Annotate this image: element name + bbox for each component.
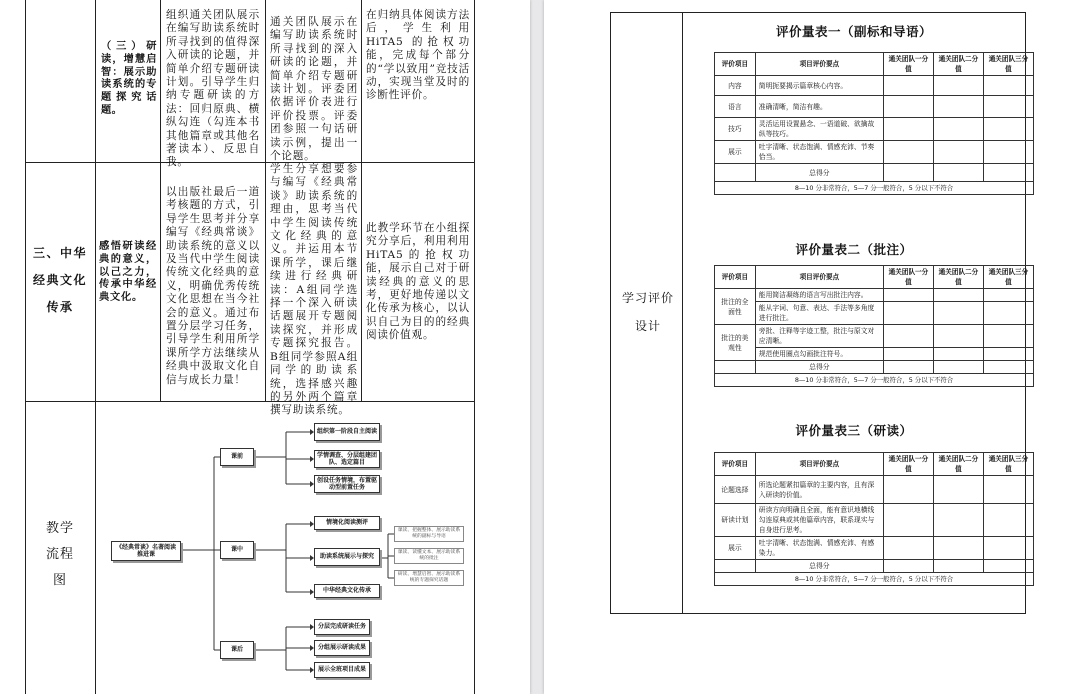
rubric-point: 准确清晰，简洁有趣。 (755, 96, 883, 118)
rubric-header: 评价项目 (715, 53, 756, 76)
section-3-heading: 三、中华经典文化传承 (32, 246, 87, 314)
rubric-header: 通关团队二分值 (933, 53, 983, 76)
assessment-design-label: 学习评价设计 (621, 291, 674, 333)
teacher-activity-1: 组织通关团队展示在编写助读系统时所寻找到的值得深入研读的论题，并简单介绍专题研读计划。引导学生归纳专题研读的方法：回归原典、横纵勾连（勾连本书其他篇章或其他名著读本）、反思自我。 (166, 9, 260, 169)
rubric-header: 通关团队一分值 (883, 453, 933, 476)
rubric-scale: 8—10 分非常符合，5—7 分一般符合，5 分以下不符合 (715, 182, 1034, 195)
score-cell[interactable] (933, 96, 983, 118)
rubric-header: 通关团队二分值 (933, 266, 983, 289)
score-cell[interactable] (983, 76, 1033, 96)
table-divider (361, 0, 362, 401)
rubric-header: 评价项目 (715, 266, 756, 289)
score-cell[interactable] (983, 504, 1033, 537)
flowchart-root: 《经典常谈》名著阅读推进课 (111, 541, 181, 561)
right-document-page (544, 0, 1080, 694)
flowchart-pre-item-3: 创设任务情境，布置驱动型前置任务 (314, 475, 380, 493)
score-cell[interactable] (883, 76, 933, 96)
rubric-total-label: 总得分 (755, 164, 883, 182)
score-cell[interactable] (883, 325, 933, 348)
rubric-2-table (714, 265, 1034, 387)
score-cell[interactable] (983, 560, 1033, 573)
score-cell[interactable] (933, 164, 983, 182)
score-cell[interactable] (883, 504, 933, 537)
flowchart-pre-item-1: 组织第一阶段自主阅读 (314, 423, 380, 441)
score-cell[interactable] (883, 141, 933, 164)
score-cell[interactable] (933, 504, 983, 537)
flowchart-post-item-3: 展示全班项目成果 (314, 662, 370, 678)
score-cell[interactable] (933, 348, 983, 361)
stage-3-title: （三）研读，增慧启智：展示助读系统的专题探究话题。 (101, 40, 157, 116)
flowchart-label: 教学流程图 (45, 521, 74, 588)
score-cell[interactable] (933, 302, 983, 325)
rubric-1-title: 评价量表一（副标和导语） (775, 24, 932, 39)
flowchart-post-item-1: 分层完成研读任务 (314, 619, 370, 635)
score-cell[interactable] (883, 302, 933, 325)
rubric-point: 旁批、注释等字迹工整，批注与原文对应清晰。 (755, 325, 883, 348)
score-cell[interactable] (983, 361, 1033, 374)
score-cell[interactable] (983, 348, 1033, 361)
student-activity-2: 学生分享想要参与编写《经典常谈》助读系统的理由，思考当代中学生阅读传统文化经典的意义。并运用本节课所学，课后继续进行经典研读：A组同学选择一个深入研读话题展开专题阅读探究，并形成专题探究报告。B组同学参照A组同学的助读系统，选择感兴趣的另外两个篇章撰写助读系统。 (270, 163, 358, 417)
rubric-item: 展示 (715, 537, 756, 560)
rubric-item: 展示 (715, 141, 756, 164)
score-cell[interactable] (983, 289, 1033, 302)
score-cell[interactable] (883, 560, 933, 573)
flowchart-mid-note-1: 课读、把握整体、展示助读系统的副标与导语 (394, 526, 464, 542)
flowchart-pre-class: 课前 (220, 448, 254, 466)
flowchart-mid-item-2: 助读系统展示与探究 (314, 548, 380, 566)
flowchart-pre-item-2: 学情调查、分层组建团队、选定篇目 (314, 450, 380, 468)
flowchart-post-item-2: 分组展示研读成果 (314, 640, 370, 656)
rubric-header: 项目评价要点 (755, 453, 883, 476)
score-cell[interactable] (933, 141, 983, 164)
frame-divider (682, 12, 683, 614)
score-cell[interactable] (883, 348, 933, 361)
rubric-scale: 8—10 分非常符合，5—7 分一般符合，5 分以下不符合 (715, 573, 1034, 586)
flowchart-mid-note-2: 课读、读懂文本、展示助读系统的批注 (394, 548, 464, 564)
rubric-point: 吐字清晰、状态饱满、情感充沛、节奏恰当。 (755, 141, 883, 164)
rubric-header: 通关团队三分值 (983, 453, 1033, 476)
score-cell[interactable] (983, 476, 1033, 504)
rubric-header: 通关团队一分值 (883, 53, 933, 76)
rubric-point: 灵活运用设置悬念、一语道破、欲擒故纵等技巧。 (755, 118, 883, 141)
rubric-point: 简明扼要揭示篇章核心内容。 (755, 76, 883, 96)
rubric-point: 规范使用圈点勾画批注符号。 (755, 348, 883, 361)
rubric-item: 技巧 (715, 118, 756, 141)
score-cell[interactable] (883, 118, 933, 141)
score-cell[interactable] (933, 289, 983, 302)
rubric-header: 通关团队二分值 (933, 453, 983, 476)
table-border-right (474, 0, 475, 694)
rubric-item: 语言 (715, 96, 756, 118)
rubric-point: 吐字清晰、状态饱满、情感充沛、有感染力。 (755, 537, 883, 560)
left-document-page (0, 0, 530, 694)
flowchart-post-class: 课后 (220, 641, 254, 659)
score-cell[interactable] (983, 118, 1033, 141)
score-cell[interactable] (933, 325, 983, 348)
rubric-scale: 8—10 分非常符合，5—7 分一般符合，5 分以下不符合 (715, 374, 1034, 387)
table-divider (160, 0, 161, 401)
score-cell[interactable] (933, 118, 983, 141)
rubric-item: 论题选择 (715, 476, 756, 504)
rubric-point: 研读方向明确且全面，能有意识地横线勾连原典或其他篇章内容，联系现实与自身进行思考。 (755, 504, 883, 537)
rubric-item: 内容 (715, 76, 756, 96)
rubric-2-title: 评价量表二（批注） (795, 242, 913, 257)
score-cell[interactable] (933, 560, 983, 573)
flowchart-in-class: 课中 (220, 541, 254, 559)
rubric-header: 通关团队三分值 (983, 53, 1033, 76)
score-cell[interactable] (983, 141, 1033, 164)
rubric-header: 项目评价要点 (755, 53, 883, 76)
score-cell[interactable] (983, 164, 1033, 182)
design-intent-1: 在归纳具体阅读方法后，学生利用 HiTA5 的抢权功能，完成每个部分的“学以致用”竞技活动，实现当堂及时的诊断性评价。 (366, 9, 475, 102)
score-cell[interactable] (983, 96, 1033, 118)
rubric-item: 研读计划 (715, 504, 756, 537)
rubric-3-table (714, 452, 1034, 586)
rubric-point: 能从字词、句意、表达、手法等多角度进行批注。 (755, 302, 883, 325)
student-activity-1: 通关团队展示在编写助读系统时所寻找到的深入研读的论题，并简单介绍专题研读计划。评委团依据评价表进行评价投票。评委团参照一句话研读示例，提出一个论题。 (270, 16, 358, 163)
rubric-point: 能用简洁凝练的语言写出批注内容。 (755, 289, 883, 302)
flowchart-mid-item-3: 中华经典文化传承 (314, 584, 380, 598)
design-intent-2: 此教学环节在小组探究分享后，利用利用HiTA5的抢权功能，展示自己对于研读经典的意义的思考，更好地传递以文化传承为核心，以认识自己为目的的经典阅读价值观。 (366, 222, 470, 342)
rubric-total-label: 总得分 (755, 361, 883, 374)
rubric-item: 批注的美观性 (715, 325, 756, 361)
score-cell[interactable] (883, 289, 933, 302)
score-cell[interactable] (933, 76, 983, 96)
score-cell[interactable] (883, 164, 933, 182)
score-cell[interactable] (983, 302, 1033, 325)
rubric-point: 所选论题紧扣篇章的主要内容，且有深入研读的价值。 (755, 476, 883, 504)
rubric-header: 通关团队一分值 (883, 266, 933, 289)
flowchart-mid-item-1: 情境化阅读测评 (314, 516, 380, 530)
rubric-header: 通关团队三分值 (983, 266, 1033, 289)
score-cell[interactable] (933, 537, 983, 560)
rubric-header: 评价项目 (715, 453, 756, 476)
score-cell[interactable] (883, 96, 933, 118)
score-cell[interactable] (883, 361, 933, 374)
score-cell[interactable] (933, 361, 983, 374)
table-border-left (25, 0, 26, 694)
score-cell[interactable] (983, 537, 1033, 560)
rubric-item: 批注的全面性 (715, 289, 756, 325)
section-3-goal: 感悟研读经典的意义，以己之力，传承中华经典文化。 (99, 240, 157, 304)
score-cell[interactable] (883, 476, 933, 504)
rubric-total-label: 总得分 (755, 560, 883, 573)
table-divider (265, 0, 266, 401)
score-cell[interactable] (983, 325, 1033, 348)
rubric-1-table (714, 52, 1034, 195)
rubric-header: 项目评价要点 (755, 266, 883, 289)
flowchart-mid-note-3: 研读、增慧启智、展示助读系统的专题探究话题 (394, 570, 464, 586)
rubric-3-title: 评价量表三（研读） (795, 423, 913, 438)
teacher-activity-2: 以出版社最后一道考核题的方式，引导学生思考并分享编写《经典常谈》助读系统的意义以及当代中学生阅读传统文化经典的意义，明确优秀传统文化思想在当今社会的意义。通过布置分层学习任务，引导学生利用所学课所学方法继续从经典中汲取文化自信与成长力量！ (166, 186, 260, 386)
score-cell[interactable] (933, 476, 983, 504)
score-cell[interactable] (883, 537, 933, 560)
